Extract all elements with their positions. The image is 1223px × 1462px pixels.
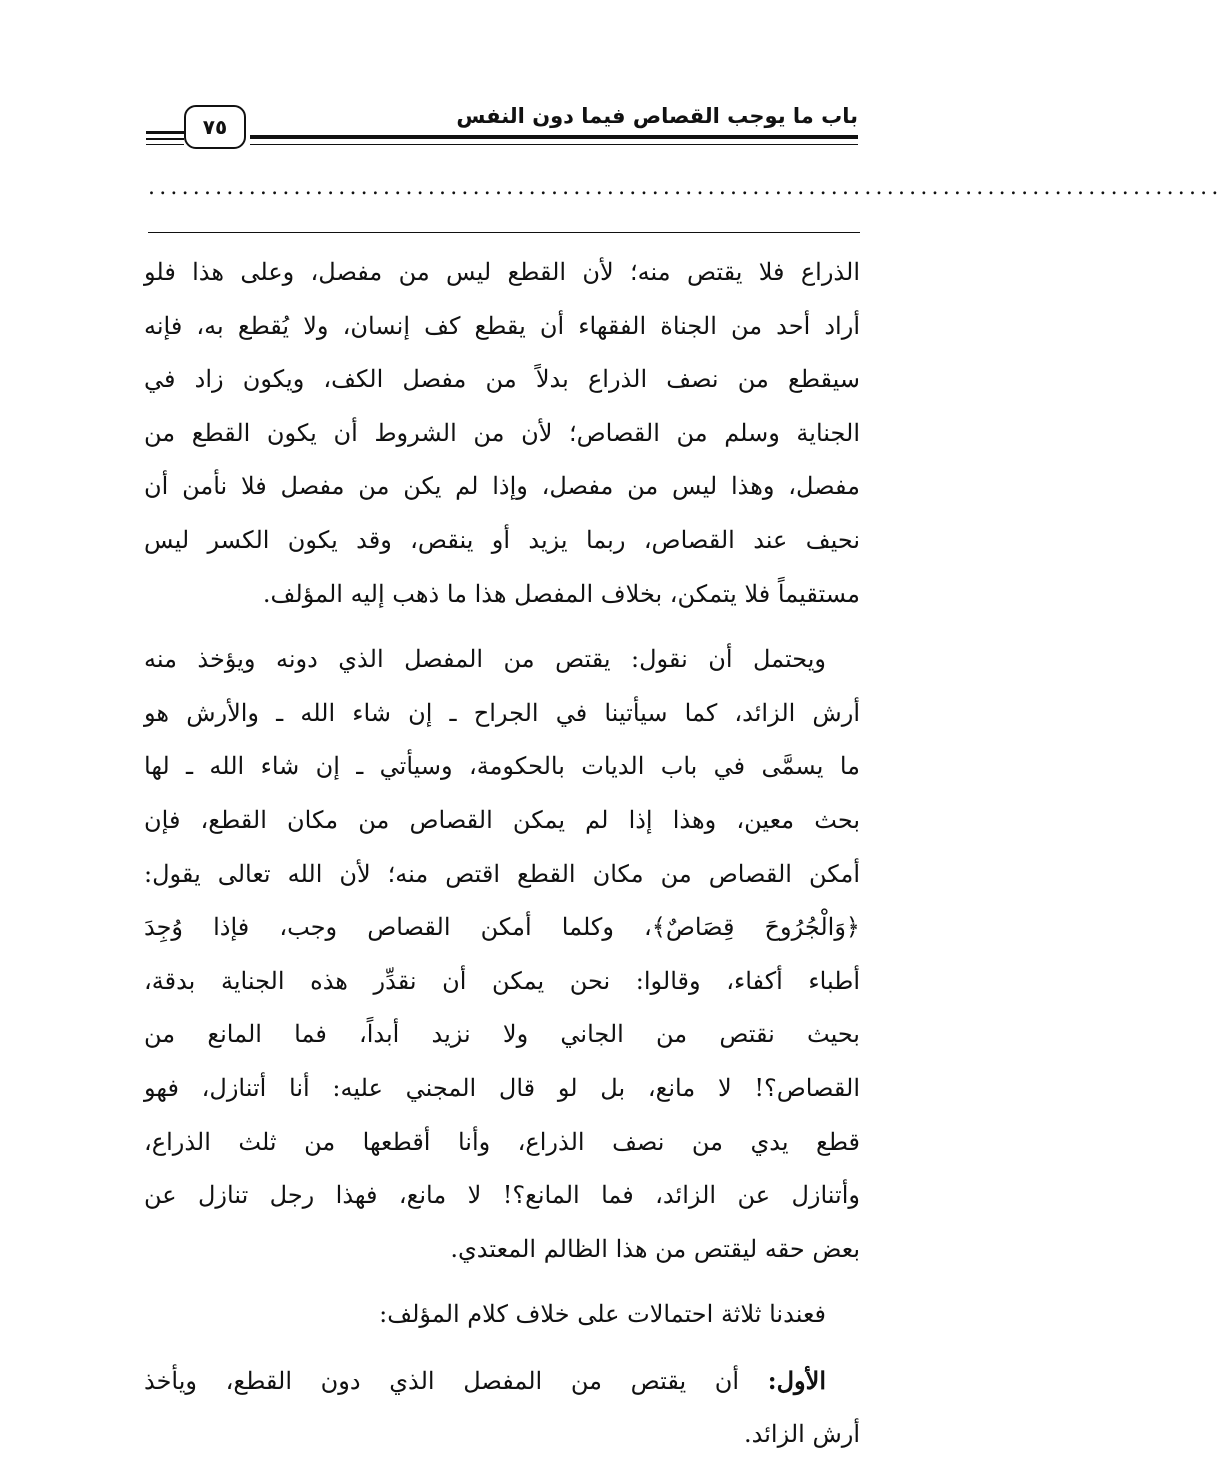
text-line: سيقطع من نصف الذراع بدلاً من مفصل الكف، ويكون زاد في (144, 365, 860, 394)
text-line: ﴿وَالْجُرُوحَ قِصَاصٌ﴾، وكلما أمكن القصاص وجب، فإذا وُجِدَ (144, 913, 860, 942)
running-header-title: باب ما يوجب القصاص فيما دون النفس (456, 104, 858, 128)
text-line: بحث معين، وهذا إذا لم يمكن القصاص من مكان القطع، فإن (144, 805, 860, 834)
text-line: مفصل، وهذا ليس من مفصل، وإذا لم يكن من مفصل فلا نأمن أن (144, 472, 860, 501)
page-number-box (184, 105, 246, 149)
text-line: الجناية وسلم من القصاص؛ لأن من الشروط أن يكون القطع من (144, 418, 860, 447)
item-text: أن يقتص من المفصل الذي دون القطع، ويأخذ (144, 1366, 768, 1395)
text-line: نحيف عند القصاص، ربما يزيد أو ينقص، وقد يكون الكسر ليس (144, 525, 860, 554)
text-line: بعض حقه ليقتص من هذا الظالم المعتدي. (450, 1234, 860, 1263)
header-left-rule (146, 138, 184, 140)
text-line (144, 1354, 860, 1409)
item-lead-label: الأول: (767, 1365, 826, 1395)
text-line: أمكن القصاص من مكان القطع اقتص منه؛ لأن الله تعالى يقول: (144, 859, 860, 888)
text-line: قطع يدي من نصف الذراع، وأنا أقطعها من ثلث الذراع، (144, 1127, 860, 1156)
separator-rule (148, 232, 860, 233)
text-line: أراد أحد من الجناة الفقهاء أن يقطع كف إنسان، ولا يُقطع به، فإنه (144, 311, 860, 340)
text-line: الذراع فلا يقتص منه؛ لأن القطع ليس من مفصل، وعلى هذا فلو (144, 258, 860, 286)
text-line: القصاص؟! لا مانع، بل لو قال المجني عليه: أنا أتنازل، فهو (144, 1073, 860, 1102)
dotted-separator: ................................................................................................ (148, 175, 1223, 200)
text-line: أرش الزائد. (744, 1420, 860, 1449)
text-line: ويحتمل أن نقول: يقتص من المفصل الذي دونه ويؤخذ منه (144, 645, 826, 674)
header-left-rule (146, 144, 184, 145)
text-line: مستقيماً فلا يتمكن، بخلاف المفصل هذا ما ذهب إليه المؤلف. (262, 579, 860, 608)
header-rule-thin (250, 144, 858, 145)
header-rule-thick (250, 135, 858, 139)
text-line: وأتنازل عن الزائد، فما المانع؟! لا مانع، فهذا رجل تنازل عن (144, 1181, 860, 1210)
body-text (144, 246, 860, 1462)
text-line: فعندنا ثلاثة احتمالات على خلاف كلام المؤلف: (379, 1300, 826, 1329)
text-line: بحيث نقتص من الجاني ولا نزيد أبداً، فما المانع من (144, 1020, 860, 1049)
text-line: ما يسمَّى في باب الديات بالحكومة، وسيأتي ـ إن شاء الله ـ لها (144, 752, 860, 781)
header-left-rule (146, 131, 184, 134)
text-line: أرش الزائد، كما سيأتينا في الجراح ـ إن شاء الله ـ والأرش هو (144, 698, 860, 727)
page-number: ٧٥ (202, 115, 228, 139)
text-line: أطباء أكفاء، وقالوا: نحن يمكن أن نقدِّر هذه الجناية بدقة، (144, 966, 860, 995)
